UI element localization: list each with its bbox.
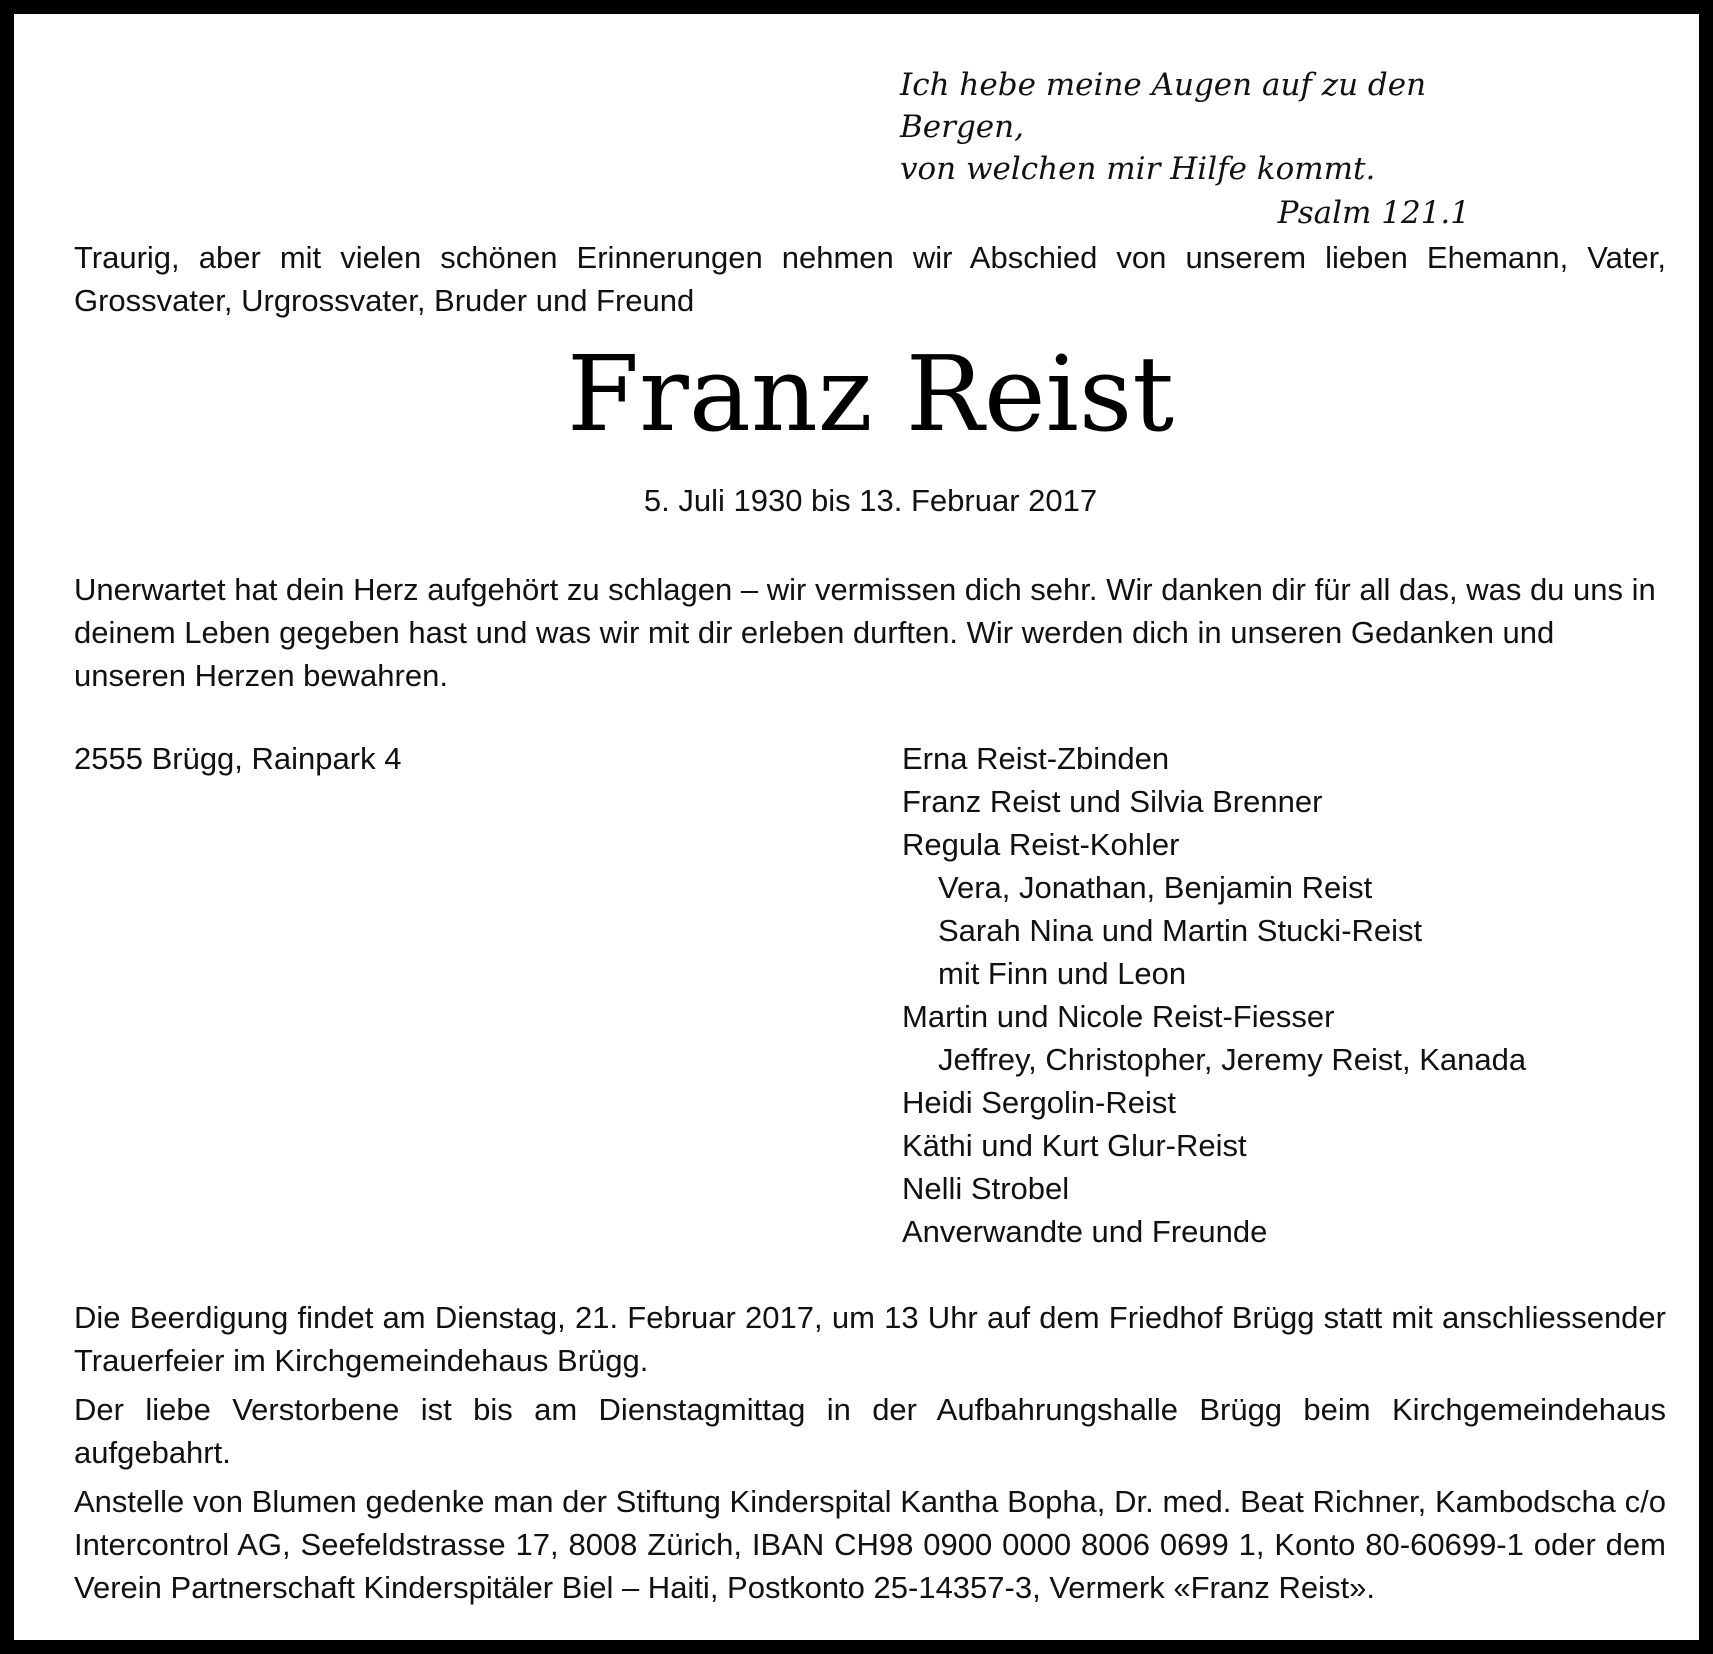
psalm-line-2: von welchen mir Hilfe kommt.	[900, 151, 1376, 187]
funeral-details	[74, 1296, 1666, 1615]
mourner-item: Heidi Sergolin-Reist	[902, 1085, 1176, 1120]
psalm-line-1: Ich hebe meine Augen auf zu den Bergen,	[900, 67, 1427, 145]
farewell-paragraph: Unerwartet hat dein Herz aufgehört zu schlagen – wir vermissen dich sehr. Wir danken dir für all das, was du uns in deinem Leben gegeben hast und was wir mit dir erleben durften. Wir werden dich in unseren Gedanken und unseren Herzen bewahren.	[74, 572, 1656, 693]
life-dates: 5. Juli 1930 bis 13. Februar 2017	[643, 483, 1098, 518]
mourner-item: Sarah Nina und Martin Stucki-Reist	[938, 913, 1423, 948]
funeral-donations: Anstelle von Blumen gedenke man der Stiftung Kinderspital Kantha Bopha, Dr. med. Beat Richner, Kambodscha c/o Intercontrol AG, Seefeldstrasse 17, 8008 Zürich, IBAN CH98 0900 0000 8006 0699 1, Konto 80-60699-1 oder dem Verein Partnerschaft Kinderspitäler Biel – Haiti, Postkonto 25-14357-3, Vermerk «Franz Reist».	[74, 1484, 1666, 1605]
mourner-item: Erna Reist-Zbinden	[902, 741, 1170, 776]
mourner-item: Anverwandte und Freunde	[902, 1214, 1268, 1249]
mourner-item: mit Finn und Leon	[938, 956, 1187, 991]
mourner-item: Nelli Strobel	[902, 1171, 1070, 1206]
mourners-list	[902, 737, 1662, 1253]
deceased-name: Franz Reist	[567, 333, 1174, 455]
family-address: 2555 Brügg, Rainpark 4	[74, 741, 402, 776]
intro-paragraph: Traurig, aber mit vielen schönen Erinnerungen nehmen wir Abschied von unserem lieben Ehemann, Vater, Grossvater, Urgrossvater, Bruder und Freund	[74, 240, 1666, 318]
mourner-item: Käthi und Kurt Glur-Reist	[902, 1128, 1247, 1163]
mourner-item: Vera, Jonathan, Benjamin Reist	[938, 870, 1373, 905]
mourner-item: Franz Reist und Silvia Brenner	[902, 784, 1323, 819]
psalm-reference: Psalm 121.1	[1277, 195, 1470, 231]
funeral-viewing: Der liebe Verstorbene ist bis am Dienstagmittag in der Aufbahrungshalle Brügg beim Kirchgemeindehaus aufgebahrt.	[74, 1392, 1666, 1470]
funeral-ceremony: Die Beerdigung findet am Dienstag, 21. Februar 2017, um 13 Uhr auf dem Friedhof Brügg statt mit anschliessender Trauerfeier im Kirchgemeindehaus Brügg.	[74, 1300, 1666, 1378]
psalm-quote	[900, 64, 1470, 234]
mourner-item: Regula Reist-Kohler	[902, 827, 1180, 862]
mourner-item: Jeffrey, Christopher, Jeremy Reist, Kanada	[938, 1042, 1527, 1077]
mourner-item: Martin und Nicole Reist-Fiesser	[902, 999, 1335, 1034]
